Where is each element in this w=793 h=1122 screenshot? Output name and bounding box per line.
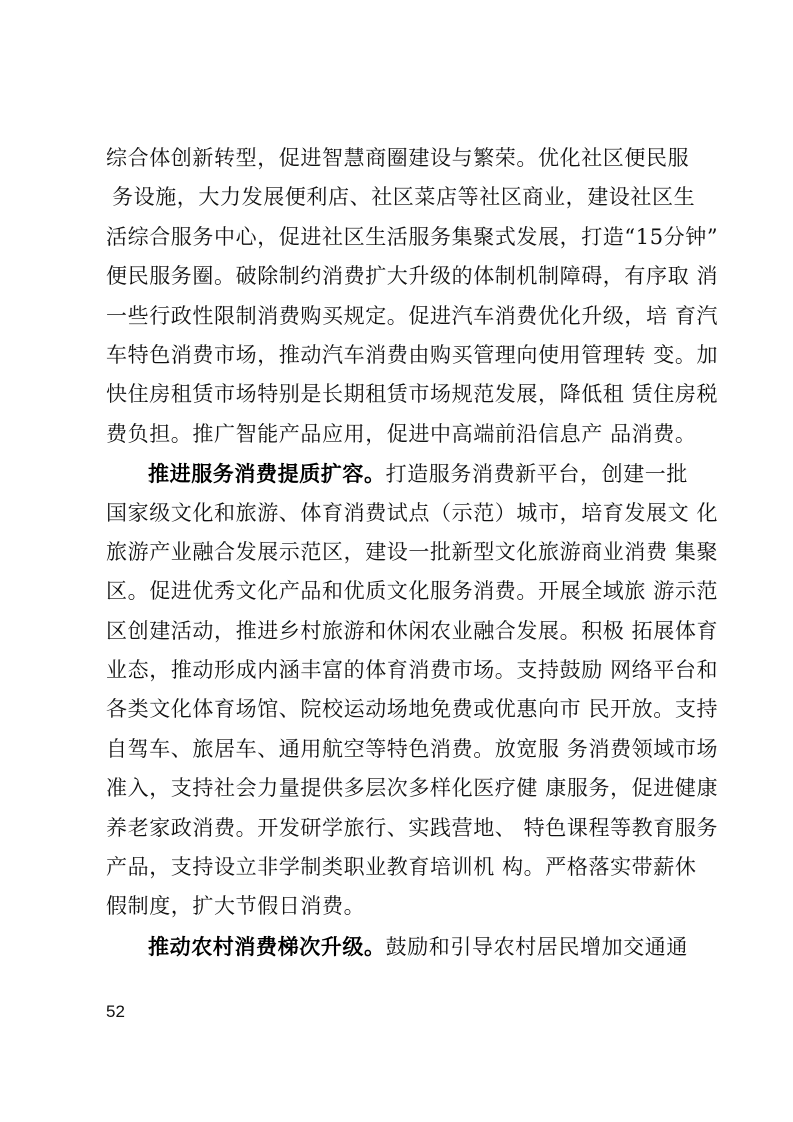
- line-text: 各类文化体育场馆、院校运动场地免费或优惠向市 民开放。支持: [106, 697, 719, 722]
- text-line: [106, 375, 719, 414]
- text-line: [106, 533, 719, 572]
- paragraph-heading: 推进服务消费提质扩容。: [148, 461, 386, 487]
- text-line: [106, 336, 719, 375]
- line-text: 快住房租赁市场特别是长期租赁市场规范发展，降低租 赁住房税: [106, 382, 719, 407]
- line-text: 自驾车、旅居车、通用航空等特色消费。放宽服 务消费领域市场: [106, 736, 719, 761]
- line-text: 国家级文化和旅游、体育消费试点（示范）城市，培育发展文 化: [106, 500, 719, 525]
- text-line: [106, 257, 719, 296]
- body-text: [106, 139, 719, 966]
- line-text: 打造服务消费新平台，创建一批: [385, 462, 689, 487]
- text-line: [106, 809, 719, 848]
- line-text: 业态，推动形成内涵丰富的体育消费市场。支持鼓励 网络平台和: [106, 658, 719, 683]
- line-text: 综合体创新转型，促进智慧商圈建设与繁荣。优化社区便民服: [106, 146, 690, 170]
- text-line: [106, 494, 719, 533]
- page-number: 52: [106, 1002, 125, 1021]
- text-line: [106, 572, 719, 611]
- line-text: 旅游产业融合发展示范区，建设一批新型文化旅游商业消费 集聚: [106, 539, 719, 564]
- line-text: 便民服务圈。破除制约消费扩大升级的体制机制障碍，有序取 消: [106, 264, 719, 289]
- paragraph-start-line: [106, 927, 696, 966]
- line-text: 假制度，扩大节假日消费。: [106, 894, 366, 919]
- line-text: 鼓励和引导农村居民增加交通通: [385, 934, 689, 959]
- paragraph-heading: 推动农村消费梯次升级。: [148, 933, 386, 959]
- text-line: [106, 297, 719, 336]
- line-text: 一些行政性限制消费购买规定。促进汽车消费优化升级，培 育汽: [106, 303, 719, 328]
- line-text: 车特色消费市场，推动汽车消费由购买管理向使用管理转 变。加: [106, 342, 719, 367]
- line-text: 养老家政消费。开发研学旅行、实践营地、 特色课程等教育服务: [106, 815, 719, 840]
- text-line: [106, 218, 719, 257]
- text-line: [106, 690, 719, 729]
- text-line: [106, 887, 696, 926]
- text-line: [106, 848, 696, 887]
- line-text: 费负担。推广智能产品应用，促进中高端前沿信息产 品消费。: [106, 421, 697, 446]
- paragraph-start-line: [106, 454, 696, 493]
- text-line: [106, 769, 719, 808]
- line-text: 准入，支持社会力量提供多层次多样化医疗健 康服务，促进健康: [106, 776, 719, 801]
- line-text: 区创建活动，推进乡村旅游和休闲农业融合发展。积极 拓展体育: [106, 618, 719, 643]
- text-line: [106, 651, 719, 690]
- text-line: [106, 178, 696, 217]
- text-line: [106, 730, 719, 769]
- line-text: 区。促进优秀文化产品和优质文化服务消费。开展全域旅 游示范: [106, 579, 719, 604]
- text-line: [106, 139, 696, 178]
- line-text: 务设施，大力发展便利店、社区菜店等社区商业，建设社区生: [112, 185, 696, 210]
- line-text: 产品，支持设立非学制类职业教育培训机 构。严格落实带薪休: [106, 855, 697, 880]
- text-line: [106, 612, 719, 651]
- text-line: [106, 415, 696, 454]
- line-text: 活综合服务中心，促进社区生活服务集聚式发展，打造“15分钟”: [106, 224, 719, 249]
